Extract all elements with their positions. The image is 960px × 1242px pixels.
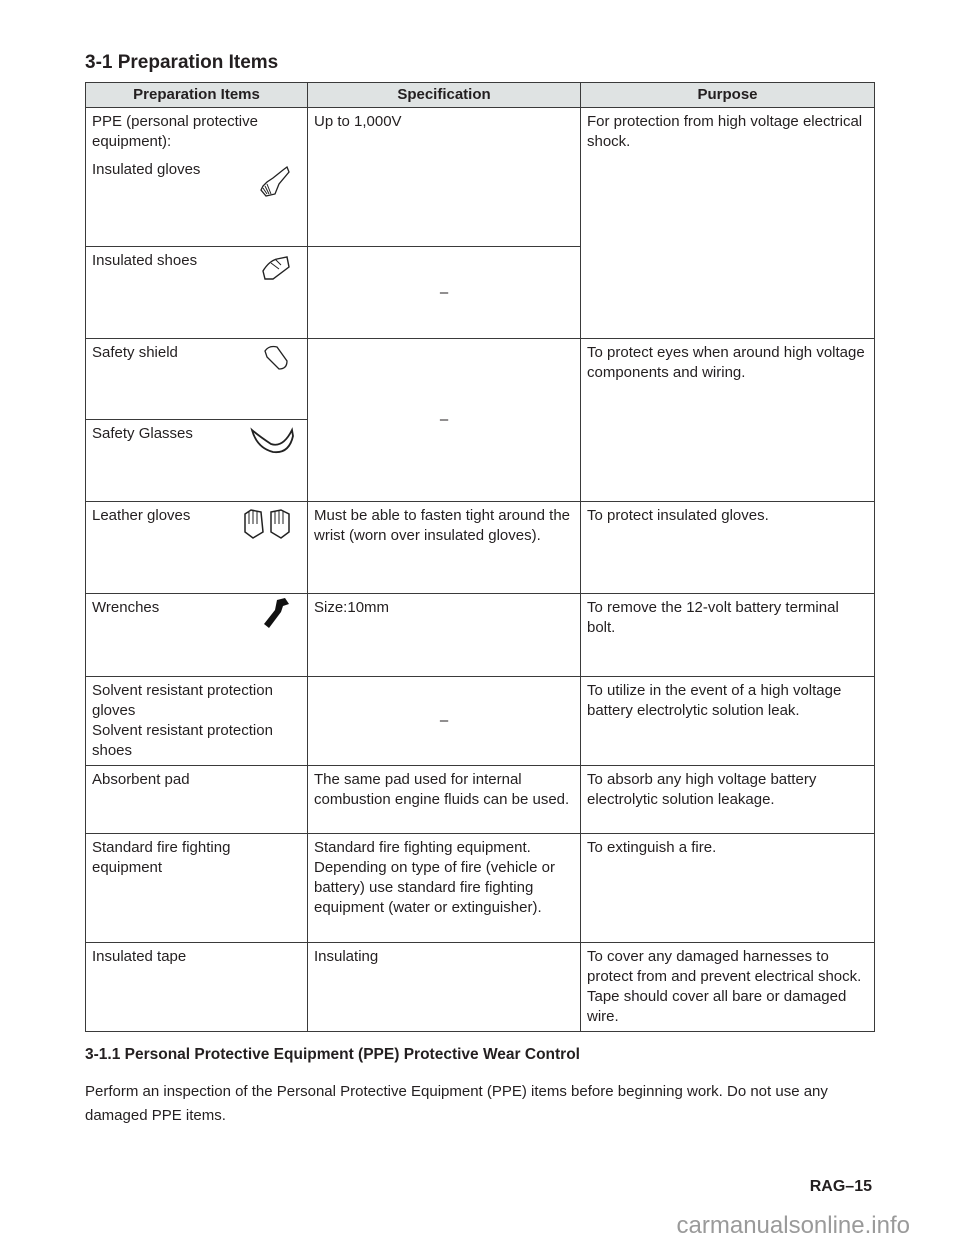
table-row	[86, 594, 875, 677]
table-header-row	[86, 83, 875, 108]
item-cell	[86, 502, 308, 594]
item-cell	[86, 108, 308, 247]
face-shield-icon	[261, 343, 291, 373]
item-cell	[86, 420, 308, 502]
item-cell: Insulated tape	[86, 943, 308, 1032]
item-cell: Absorbent pad	[86, 766, 308, 834]
spec-cell: Up to 1,000V	[308, 108, 581, 247]
purpose-cell: To cover any damaged harnesses to protect from and prevent electrical shock. Tape should cover all bare or damaged wire.	[581, 943, 875, 1032]
purpose-cell: To protect insulated gloves.	[581, 502, 875, 594]
purpose-cell: For protection from high voltage electrical shock.	[581, 108, 875, 339]
item-cell	[86, 677, 308, 766]
item-solvent-shoes: Solvent resistant protection shoes	[92, 722, 273, 759]
header-specification: Specification	[308, 83, 581, 108]
spec-cell: –	[308, 247, 581, 339]
preparation-items-table	[85, 82, 875, 1032]
spec-cell: Must be able to fasten tight around the wrist (worn over insulated gloves).	[308, 502, 581, 594]
shoe-icon	[259, 253, 291, 283]
purpose-cell: To protect eyes when around high voltage components and wiring.	[581, 339, 875, 502]
table-row	[86, 943, 875, 1032]
item-insulated-shoes: Insulated shoes	[92, 252, 198, 269]
spec-cell: Standard fire fighting equipment. Depending on type of fire (vehicle or battery) use standard fire fighting equipment (water or extinguisher).	[308, 834, 581, 943]
safety-glasses-icon	[249, 422, 295, 456]
header-preparation-items: Preparation Items	[86, 83, 308, 108]
table-row	[86, 502, 875, 594]
item-solvent-gloves: Solvent resistant protection gloves	[92, 682, 273, 719]
leather-gloves-icon	[241, 506, 293, 540]
purpose-cell: To remove the 12-volt battery terminal bolt.	[581, 594, 875, 677]
purpose-cell: To extinguish a fire.	[581, 834, 875, 943]
subsection-heading: 3-1.1 Personal Protective Equipment (PPE) Protective Wear Control	[85, 1046, 580, 1063]
item-safety-glasses: Safety Glasses	[92, 425, 193, 442]
table-row	[86, 677, 875, 766]
page-number: RAG–15	[809, 1178, 872, 1195]
table-row	[86, 766, 875, 834]
item-safety-shield: Safety shield	[92, 344, 178, 361]
spec-cell: Size:10mm	[308, 594, 581, 677]
item-cell	[86, 594, 308, 677]
section-heading: 3-1 Preparation Items	[85, 52, 279, 73]
ppe-intro: PPE (personal protective equipment):	[92, 113, 258, 150]
table-row	[86, 108, 875, 247]
spec-cell: The same pad used for internal combustion engine fluids can be used.	[308, 766, 581, 834]
wrench-icon	[261, 596, 291, 630]
spec-cell: Insulating	[308, 943, 581, 1032]
table-row	[86, 339, 875, 420]
item-wrenches: Wrenches	[92, 599, 160, 616]
body-paragraph: Perform an inspection of the Personal Protective Equipment (PPE) items before beginning work. Do not use any damaged PPE items.	[85, 1083, 828, 1124]
item-cell: Standard fire fighting equipment	[86, 834, 308, 943]
spec-cell: –	[308, 339, 581, 502]
item-leather-gloves: Leather gloves	[92, 507, 191, 524]
item-cell	[86, 247, 308, 339]
item-insulated-gloves: Insulated gloves	[92, 161, 201, 178]
item-cell	[86, 339, 308, 420]
table-row	[86, 834, 875, 943]
header-purpose: Purpose	[581, 83, 875, 108]
purpose-cell: To absorb any high voltage battery electrolytic solution leakage.	[581, 766, 875, 834]
watermark: carmanualsonline.info	[676, 1212, 910, 1239]
spec-cell: –	[308, 677, 581, 766]
purpose-cell: To utilize in the event of a high voltage battery electrolytic solution leak.	[581, 677, 875, 766]
glove-icon	[257, 164, 291, 198]
